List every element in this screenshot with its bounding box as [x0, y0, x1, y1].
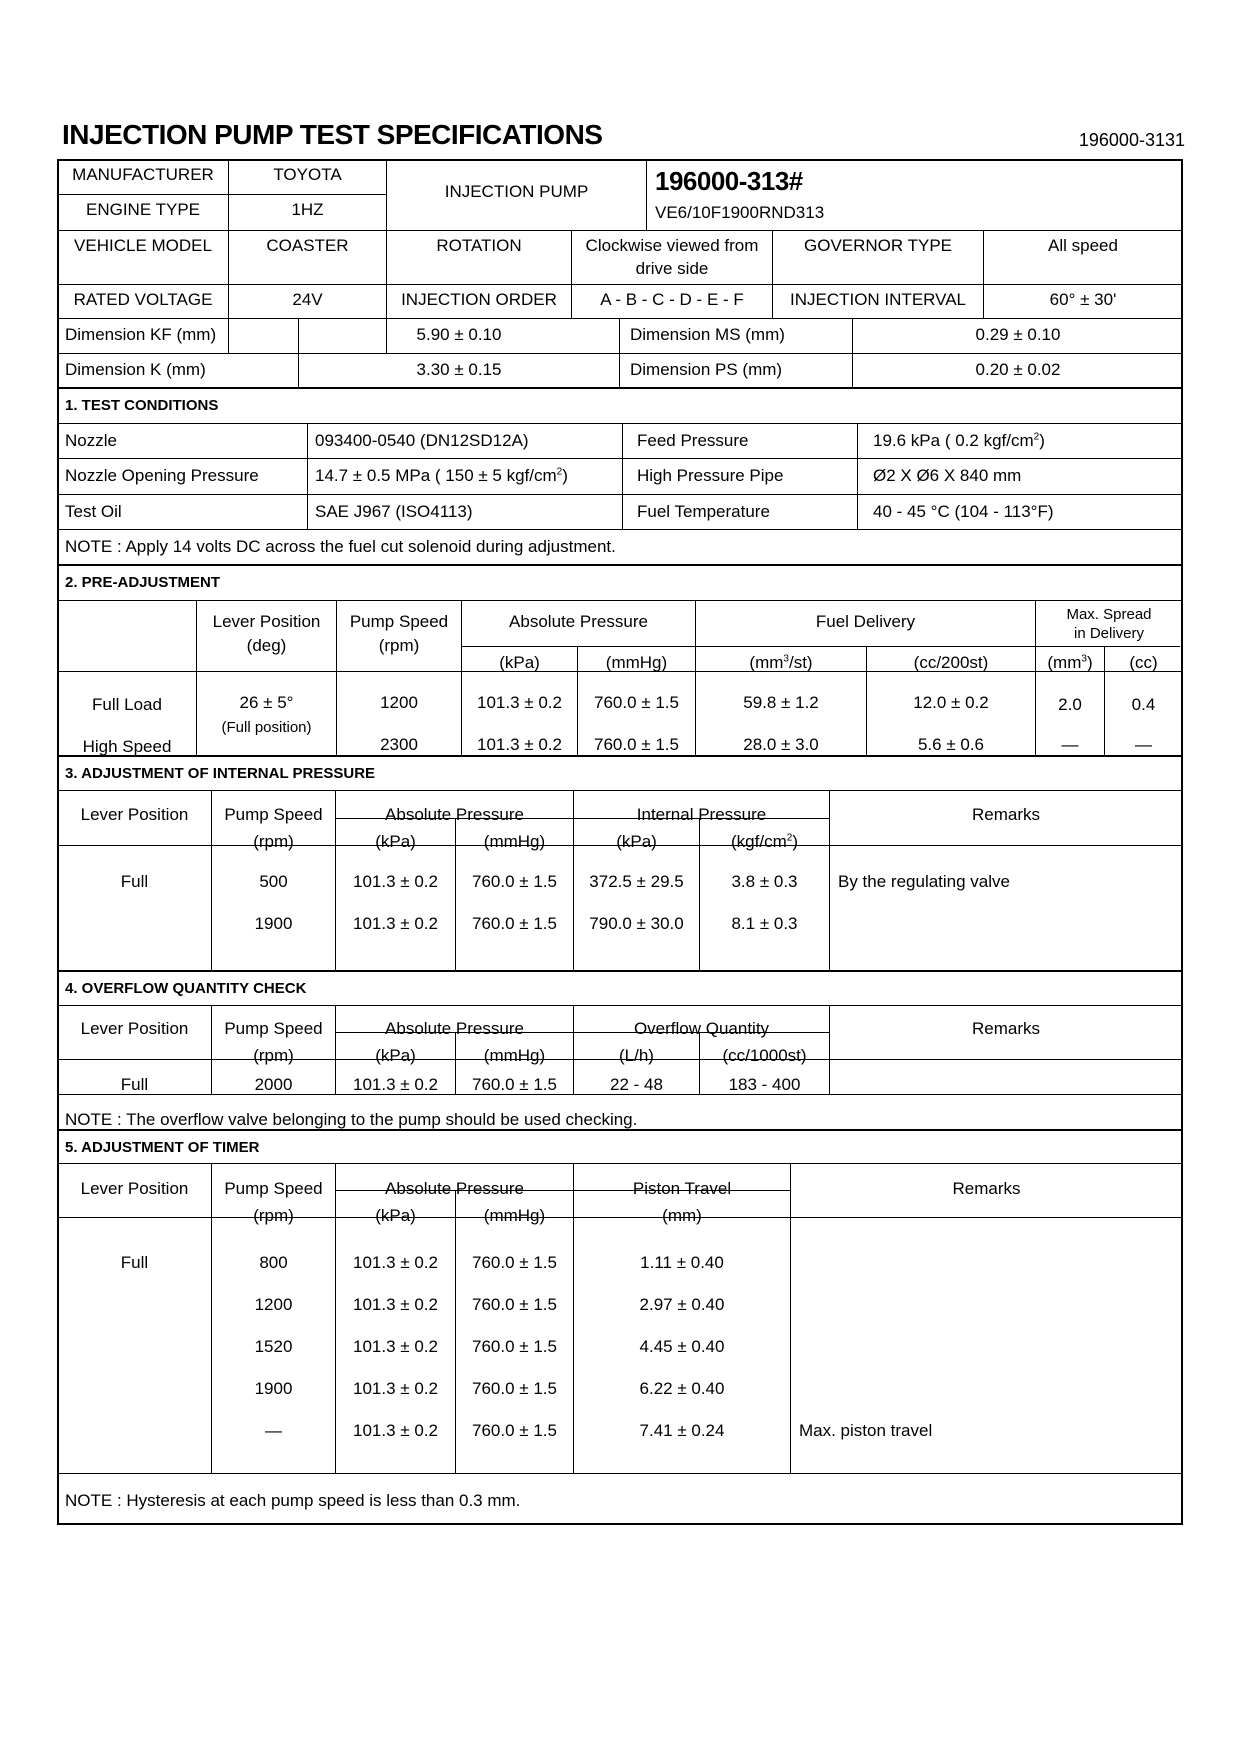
col-header-kpa: (kPa) — [375, 1206, 416, 1225]
mmhg-cell: 760.0 ± 1.5 — [472, 1253, 557, 1272]
nozzle-opening-pressure-label: Nozzle Opening Pressure — [65, 466, 259, 485]
pump-speed-cell: 1200 — [254, 1295, 293, 1314]
remarks-cell: Max. piston travel — [799, 1421, 933, 1440]
delivery-cc-cell: 12.0 ± 0.2 — [913, 693, 989, 712]
internal-kpa-cell: 790.0 ± 30.0 — [589, 914, 684, 933]
dim-k-value: 3.30 ± 0.15 — [416, 360, 502, 379]
rated-voltage-label: RATED VOLTAGE — [73, 290, 213, 309]
kpa-cell: 101.3 ± 0.2 — [353, 1253, 438, 1272]
col-header-pump-speed: Pump Speed — [349, 612, 449, 631]
timer-note: NOTE : Hysteresis at each pump speed is less than 0.3 mm. — [65, 1491, 521, 1510]
overflow-note: NOTE : The overflow valve belonging to the pump should be used checking. — [65, 1110, 638, 1129]
rotation-label: ROTATION — [436, 236, 522, 255]
col-header-absolute-pressure: Absolute Pressure — [509, 612, 648, 631]
vehicle-model-label: VEHICLE MODEL — [74, 236, 212, 255]
col-header-pump-speed-unit: (rpm) — [253, 1046, 294, 1065]
lever-position-note: (Full position) — [221, 719, 312, 736]
col-header-pump-speed-unit: (rpm) — [253, 832, 294, 851]
dim-kf-value: 5.90 ± 0.10 — [416, 325, 502, 344]
col-header-internal-kpa: (kPa) — [616, 832, 657, 851]
pump-speed-cell: 1200 — [380, 693, 418, 712]
col-header-remarks: Remarks — [971, 805, 1040, 824]
cc-1000st-cell: 183 - 400 — [728, 1075, 801, 1094]
dim-ps-value: 0.20 ± 0.02 — [975, 360, 1061, 379]
rotation-value-line2: drive side — [635, 259, 709, 278]
pump-speed-cell: 800 — [259, 1253, 288, 1272]
document-title: INJECTION PUMP TEST SPECIFICATIONS — [62, 119, 603, 150]
dim-kf-label: Dimension KF (mm) — [65, 325, 217, 344]
section-heading-overflow: 4. OVERFLOW QUANTITY CHECK — [65, 980, 307, 997]
col-header-overflow-quantity: Overflow Quantity — [633, 1019, 770, 1038]
mmhg-cell: 760.0 ± 1.5 — [472, 914, 557, 933]
col-header-pump-speed-unit: (rpm) — [378, 636, 420, 655]
mmhg-cell: 760.0 ± 1.5 — [594, 735, 679, 754]
delivery-cc-cell: 5.6 ± 0.6 — [917, 735, 985, 754]
col-header-piston-travel: Piston Travel — [632, 1179, 732, 1198]
fuel-temperature-label: Fuel Temperature — [637, 502, 770, 521]
dim-k-label: Dimension K (mm) — [65, 360, 206, 379]
pump-speed-cell: 1900 — [254, 1379, 293, 1398]
col-header-kgf-cm2: $(kgf/cm^2)$ — [731, 832, 798, 851]
engine-type-label: ENGINE TYPE — [86, 200, 200, 219]
piston-travel-cell: 1.11 ± 0.40 — [640, 1253, 724, 1272]
kpa-cell: 101.3 ± 0.2 — [353, 1337, 438, 1356]
pump-speed-cell: 2000 — [254, 1075, 293, 1094]
test-conditions-note: NOTE : Apply 14 volts DC across the fuel cut solenoid during adjustment. — [65, 537, 616, 556]
col-header-mmhg: (mmHg) — [605, 653, 668, 672]
remarks-cell: By the regulating valve — [838, 872, 1010, 891]
section-heading-pre-adjustment: 2. PRE-ADJUSTMENT — [65, 574, 221, 591]
internal-kpa-cell: 372.5 ± 29.5 — [589, 872, 684, 891]
manufacturer-value: TOYOTA — [273, 165, 342, 184]
col-header-remarks: Remarks — [952, 1179, 1021, 1198]
mmhg-cell: 760.0 ± 1.5 — [472, 1337, 557, 1356]
col-header-pump-speed: Pump Speed — [224, 1179, 323, 1198]
nozzle-label: Nozzle — [65, 431, 117, 450]
col-header-lh: (L/h) — [619, 1046, 654, 1065]
injection-order-label: INJECTION ORDER — [401, 290, 557, 309]
col-header-absolute-pressure: Absolute Pressure — [385, 1179, 524, 1198]
col-header-pump-speed: Pump Speed — [224, 805, 323, 824]
col-header-mm3-st: $(mm^3/st)$ — [749, 653, 813, 672]
col-header-lever-position: Lever Position — [212, 612, 321, 631]
governor-type-value: All speed — [1048, 236, 1118, 255]
col-header-internal-pressure: Internal Pressure — [636, 805, 767, 824]
col-header-mm: (mm) — [662, 1206, 702, 1225]
pump-speed-cell: 1520 — [254, 1337, 293, 1356]
col-header-mmhg: (mmHg) — [483, 1046, 546, 1065]
col-header-lever-position: Lever Position — [80, 1179, 189, 1198]
col-header-kpa: (kPa) — [375, 832, 416, 851]
piston-travel-cell: 2.97 ± 0.40 — [639, 1295, 725, 1314]
section-heading-test-conditions: 1. TEST CONDITIONS — [65, 397, 219, 414]
col-header-spread-mm3: $(mm^3)$ — [1047, 653, 1093, 672]
piston-travel-cell: 6.22 ± 0.40 — [639, 1379, 725, 1398]
test-oil-value: SAE J967 (ISO4113) — [315, 502, 473, 521]
delivery-mm3-cell: 59.8 ± 1.2 — [743, 693, 819, 712]
injection-order-value: A - B - C - D - E - F — [600, 290, 744, 309]
mmhg-cell: 760.0 ± 1.5 — [472, 872, 557, 891]
pump-speed-cell: 1900 — [254, 914, 293, 933]
kpa-cell: 101.3 ± 0.2 — [353, 872, 438, 891]
nozzle-opening-pressure-value: 14.7 ± 0.5 MPa ( 150 ± 5 kgf/$cm^2$) — [315, 466, 568, 485]
test-oil-label: Test Oil — [65, 502, 122, 521]
pump-model: VE6/10F1900RND313 — [655, 203, 825, 222]
rotation-value-line1: Clockwise viewed from — [585, 236, 759, 255]
feed-pressure-label: Feed Pressure — [637, 431, 749, 450]
lever-position-cell: Full — [120, 1075, 149, 1094]
section-heading-timer: 5. ADJUSTMENT OF TIMER — [65, 1139, 260, 1156]
injection-interval-value: 60° ± 30' — [1049, 290, 1117, 309]
piston-travel-cell: 7.41 ± 0.24 — [639, 1421, 725, 1440]
kpa-cell: 101.3 ± 0.2 — [477, 693, 562, 712]
dim-ps-label: Dimension PS (mm) — [630, 360, 783, 379]
kpa-cell: 101.3 ± 0.2 — [353, 914, 438, 933]
spread-cc-cell: — — [1135, 735, 1152, 754]
col-header-fuel-delivery: Fuel Delivery — [815, 612, 916, 631]
lever-position-value: Full — [120, 1253, 149, 1272]
row-label: Full Load — [92, 695, 162, 714]
col-header-in-delivery: in Delivery — [1073, 625, 1145, 642]
kpa-cell: 101.3 ± 0.2 — [353, 1295, 438, 1314]
injection-interval-label: INJECTION INTERVAL — [789, 290, 966, 309]
col-header-max-spread: Max. Spread — [1066, 606, 1152, 623]
spread-cc-cell: 0.4 — [1131, 695, 1156, 714]
nozzle-value: 093400-0540 (DN12SD12A) — [315, 431, 529, 450]
lever-position-value: 26 ± 5° — [239, 693, 294, 712]
lever-position-value: Full — [120, 872, 149, 891]
pump-number: 196000-313# — [655, 166, 803, 196]
fuel-temperature-value: 40 - 45 °C (104 - 113°F) — [873, 502, 1054, 521]
col-header-kpa: (kPa) — [499, 653, 540, 672]
mmhg-cell: 760.0 ± 1.5 — [594, 693, 679, 712]
col-header-absolute-pressure: Absolute Pressure — [385, 1019, 524, 1038]
mmhg-cell: 760.0 ± 1.5 — [472, 1379, 557, 1398]
col-header-mmhg: (mmHg) — [483, 1206, 546, 1225]
spread-mm3-cell: — — [1061, 735, 1079, 754]
mmhg-cell: 760.0 ± 1.5 — [472, 1075, 557, 1094]
dim-ms-value: 0.29 ± 0.10 — [975, 325, 1061, 344]
kpa-cell: 101.3 ± 0.2 — [353, 1075, 438, 1094]
lh-cell: 22 - 48 — [610, 1075, 663, 1094]
injection-pump-label: INJECTION PUMP — [444, 182, 589, 201]
col-header-mmhg: (mmHg) — [483, 832, 546, 851]
high-pressure-pipe-value: Ø2 X Ø6 X 840 mm — [873, 466, 1022, 485]
mmhg-cell: 760.0 ± 1.5 — [472, 1295, 557, 1314]
kpa-cell: 101.3 ± 0.2 — [477, 735, 562, 754]
col-header-remarks: Remarks — [971, 1019, 1040, 1038]
col-header-kpa: (kPa) — [375, 1046, 416, 1065]
delivery-mm3-cell: 28.0 ± 3.0 — [743, 735, 819, 754]
pump-speed-cell: 500 — [259, 872, 288, 891]
row-label: High Speed — [82, 737, 172, 756]
dim-ms-label: Dimension MS (mm) — [630, 325, 785, 344]
col-header-lever-unit: (deg) — [246, 636, 287, 655]
document-code: 196000-3131 — [1078, 130, 1185, 150]
pump-speed-cell: — — [265, 1421, 282, 1440]
col-header-cc-200st: (cc/200st) — [913, 653, 989, 672]
engine-type-value: 1HZ — [291, 200, 324, 219]
col-header-lever-position: Lever Position — [80, 1019, 189, 1038]
piston-travel-cell: 4.45 ± 0.40 — [639, 1337, 725, 1356]
manufacturer-label: MANUFACTURER — [72, 165, 214, 184]
col-header-pump-speed: Pump Speed — [224, 1019, 323, 1038]
col-header-cc-1000st: (cc/1000st) — [722, 1046, 807, 1065]
col-header-spread-cc: (cc) — [1129, 653, 1158, 672]
kgf-cell: 8.1 ± 0.3 — [731, 914, 798, 933]
rated-voltage-value: 24V — [292, 290, 323, 309]
section-heading-internal-pressure: 3. ADJUSTMENT OF INTERNAL PRESSURE — [65, 765, 376, 782]
kgf-cell: 3.8 ± 0.3 — [731, 872, 798, 891]
kpa-cell: 101.3 ± 0.2 — [353, 1379, 438, 1398]
col-header-lever-position: Lever Position — [80, 805, 189, 824]
spread-mm3-cell: 2.0 — [1058, 695, 1082, 714]
col-header-absolute-pressure: Absolute Pressure — [385, 805, 524, 824]
governor-type-label: GOVERNOR TYPE — [804, 236, 952, 255]
kpa-cell: 101.3 ± 0.2 — [353, 1421, 438, 1440]
feed-pressure-value: 19.6 kPa ( 0.2 kgf/$cm^2$) — [873, 431, 1045, 450]
col-header-pump-speed-unit: (rpm) — [253, 1206, 294, 1225]
vehicle-model-value: COASTER — [266, 236, 349, 255]
high-pressure-pipe-label: High Pressure Pipe — [637, 466, 784, 485]
mmhg-cell: 760.0 ± 1.5 — [472, 1421, 557, 1440]
pump-speed-cell: 2300 — [380, 735, 418, 754]
